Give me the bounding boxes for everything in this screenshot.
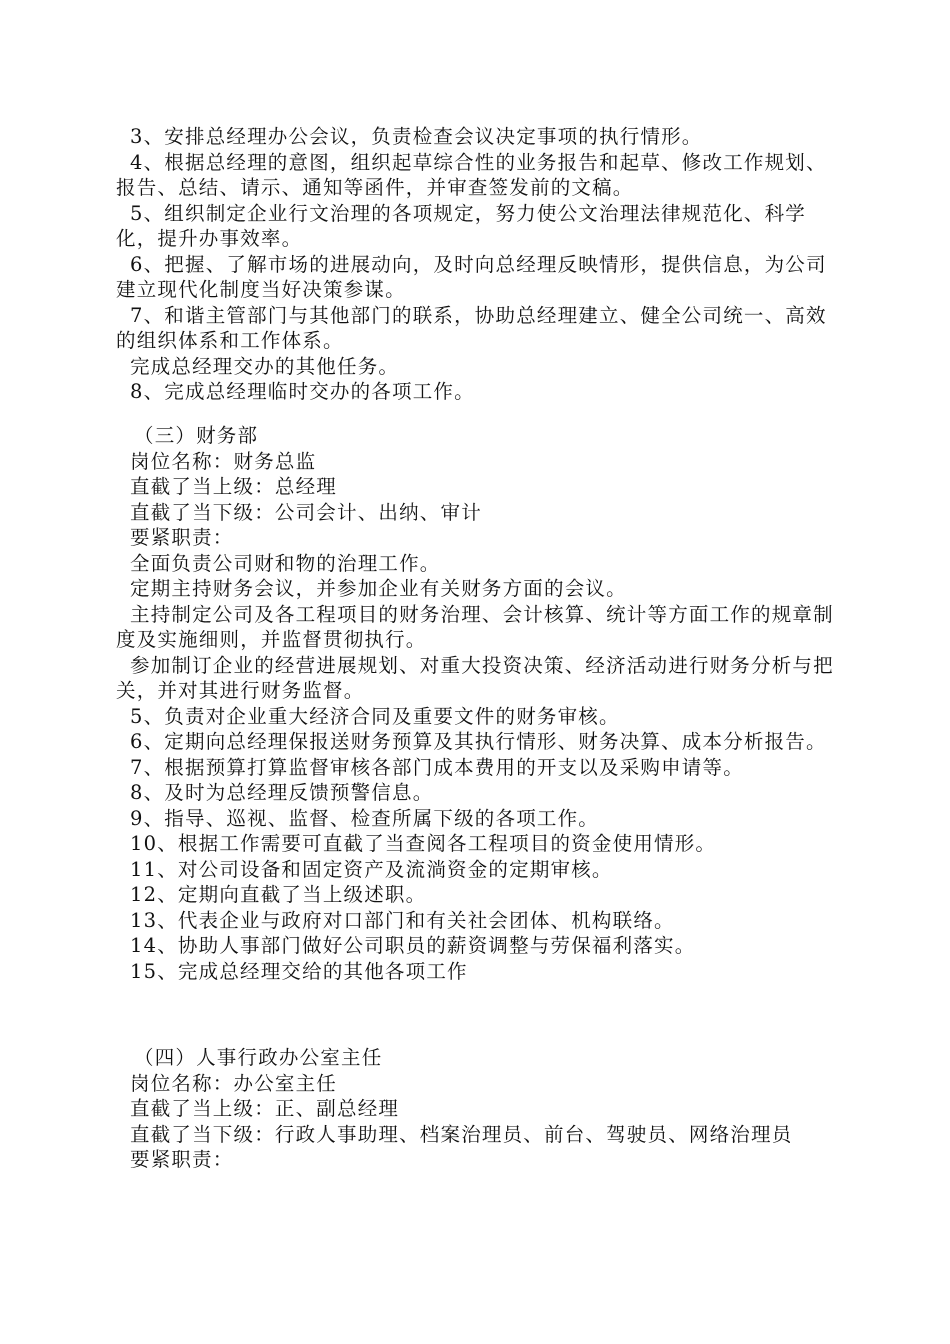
- direct-subordinates: 直截了当下级：行政人事助理、档案治理员、前台、驾驶员、网络治理员: [130, 1122, 793, 1146]
- duties-continued-section: [116, 124, 836, 405]
- duty-item: 11、对公司设备和固定资产及流淌资金的定期审核。: [130, 857, 613, 881]
- section-heading-finance: （三）财务部: [134, 424, 259, 447]
- duty-item: 13、代表企业与政府对口部门和有关社会团体、机构联络。: [130, 908, 675, 932]
- duty-item-4: 4、根据总经理的意图，组织起草综合性的业务报告和起草、修改工作规划、报告、总结、请示、通知等函件，并审查签发前的文稿。: [116, 150, 827, 199]
- duty-item: 15、完成总经理交给的其他各项工作: [130, 959, 468, 983]
- direct-subordinates: 直截了当下级：公司会计、出纳、审计: [130, 500, 482, 524]
- duty-item: 14、协助人事部门做好公司职员的薪资调整与劳保福利落实。: [130, 934, 696, 957]
- duty-item: 12、定期向直截了当上级述职。: [130, 883, 427, 906]
- duty-item-unnumbered: 完成总经理交办的其他任务。: [130, 354, 400, 378]
- duty-item-6: 6、把握、了解市场的进展动向，及时向总经理反映情形，提供信息，为公司建立现代化制度当好决策参谋。: [116, 252, 827, 301]
- duty-item-3: 3、安排总经理办公会议，负责检查会议决定事项的执行情形。: [130, 125, 703, 148]
- duty-item-5: 5、组织制定企业行文治理的各项规定，努力使公文治理法律规范化、科学化，提升办事效率。: [116, 201, 807, 250]
- duty-item: 全面负责公司财和物的治理工作。: [130, 551, 441, 575]
- duty-item: 9、指导、巡视、监督、检查所属下级的各项工作。: [130, 806, 600, 830]
- duty-item: 8、及时为总经理反馈预警信息。: [130, 781, 434, 804]
- direct-superior: 直截了当上级：正、副总经理: [130, 1097, 400, 1120]
- main-duties-label: 要紧职责：: [130, 526, 234, 549]
- duty-item: 定期主持财务会议，并参加企业有关财务方面的会议。: [130, 577, 627, 600]
- main-duties-label: 要紧职责：: [130, 1148, 234, 1171]
- duty-item-8: 8、完成总经理临时交办的各项工作。: [130, 380, 475, 403]
- hr-admin-office-section: [116, 1045, 836, 1173]
- duty-item: 5、负责对企业重大经济合同及重要文件的财务审核。: [130, 704, 620, 728]
- duty-item: 参加制订企业的经营进展规划、对重大投资决策、经济活动进行财务分析与把关，并对其进行财务监督。: [116, 653, 834, 702]
- finance-department-section: [116, 423, 836, 984]
- duty-item: 主持制定公司及各工程项目的财务治理、会计核算、统计等方面工作的规章制度及实施细则，并监督贯彻执行。: [116, 602, 834, 651]
- duty-item: 10、根据工作需要可直截了当查阅各工程项目的资金使用情形。: [130, 832, 717, 855]
- position-name: 岗位名称：办公室主任: [130, 1071, 338, 1095]
- direct-superior: 直截了当上级：总经理: [130, 475, 338, 498]
- section-heading-hr-admin: （四）人事行政办公室主任: [134, 1046, 383, 1069]
- position-name: 岗位名称：财务总监: [130, 449, 317, 473]
- duty-item: 7、根据预算打算监督审核各部门成本费用的开支以及采购申请等。: [130, 755, 744, 779]
- duty-item-7: 7、和谐主管部门与其他部门的联系，协助总经理建立、健全公司统一、高效的组织体系和工作体系。: [116, 303, 827, 352]
- duty-item: 6、定期向总经理保报送财务预算及其执行情形、财务决算、成本分析报告。: [130, 730, 827, 753]
